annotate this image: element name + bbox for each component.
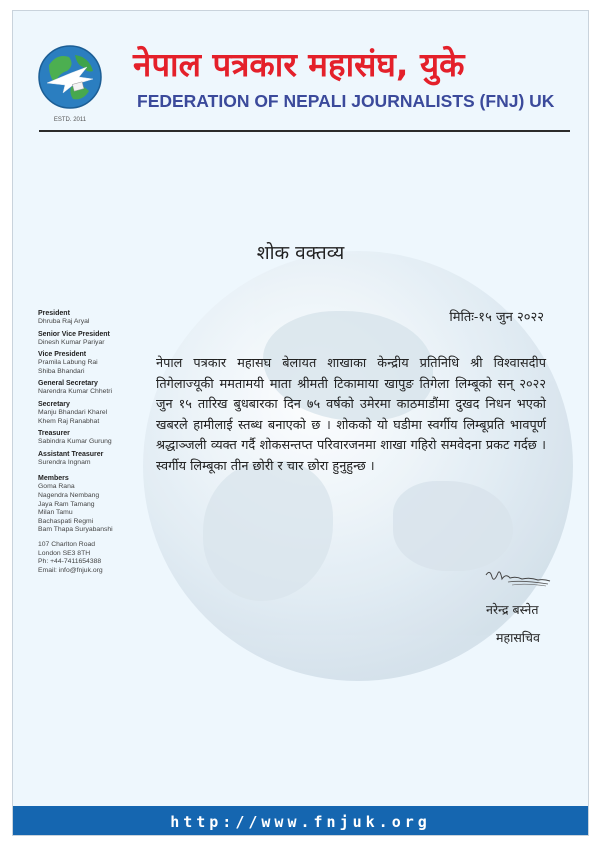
role-title: Members bbox=[38, 475, 69, 483]
member-name: Jaya Ram Tamang bbox=[38, 500, 95, 508]
member-name: Manju Bhandari Kharel bbox=[38, 408, 108, 416]
signer-name: नरेन्द्र बस्नेत bbox=[486, 602, 539, 617]
address-line-1: 107 Charlton Road bbox=[38, 540, 96, 548]
address-line-2: London SE3 8TH bbox=[38, 549, 91, 557]
signature-icon bbox=[482, 567, 552, 587]
member-name: Bam Thapa Suryabanshi bbox=[38, 526, 113, 534]
logo-established-text: ESTD. 2011 bbox=[53, 117, 87, 123]
member-name: Narendra Kumar Chhetri bbox=[38, 388, 113, 396]
committee-group bbox=[38, 400, 148, 426]
committee-group bbox=[38, 429, 148, 447]
role-title: Treasurer bbox=[38, 430, 70, 438]
member-name: Surendra Ingnam bbox=[38, 458, 91, 466]
fnj-logo-icon bbox=[37, 43, 103, 129]
contact-block bbox=[38, 541, 148, 575]
email-address: Email: info@fnjuk.org bbox=[38, 566, 103, 574]
committee-group bbox=[38, 309, 148, 327]
committee-group bbox=[38, 379, 148, 397]
committee-sidebar bbox=[38, 309, 148, 575]
member-name: Sabindra Kumar Gurung bbox=[38, 438, 112, 446]
role-title: Senior Vice President bbox=[38, 330, 110, 338]
committee-group bbox=[38, 474, 148, 535]
member-name: Pramila Labung Rai bbox=[38, 359, 98, 367]
role-title: General Secretary bbox=[38, 380, 98, 388]
org-title-nepali: नेपाल पत्रकार महासंघ, युके bbox=[133, 45, 465, 84]
member-name: Dinesh Kumar Pariyar bbox=[38, 338, 105, 346]
member-name: Goma Rana bbox=[38, 483, 75, 491]
member-name: Nagendra Nembang bbox=[38, 491, 100, 499]
role-title: Vice President bbox=[38, 351, 87, 359]
letter-heading: शोक वक्तव्य bbox=[256, 242, 345, 264]
header-divider bbox=[39, 130, 570, 132]
letterhead-page bbox=[12, 10, 589, 836]
letter-date: मितिः-१५ जुन २०२२ bbox=[449, 310, 544, 325]
role-title: Assistant Treasurer bbox=[38, 450, 104, 458]
member-name: Khem Raj Ranabhat bbox=[38, 417, 100, 425]
member-name: Dhruba Raj Aryal bbox=[38, 318, 90, 325]
committee-group bbox=[38, 330, 148, 348]
committee-group bbox=[38, 350, 148, 376]
role-title: President bbox=[38, 310, 70, 317]
member-name: Shiba Bhandari bbox=[38, 367, 85, 375]
org-title-english: FEDERATION OF NEPALI JOURNALISTS (FNJ) UK bbox=[137, 91, 555, 111]
member-name: Milan Tamu bbox=[38, 509, 73, 517]
signer-title: महासचिव bbox=[496, 630, 540, 645]
member-name: Bachaspati Regmi bbox=[38, 517, 94, 525]
role-title: Secretary bbox=[38, 400, 70, 408]
footer-bar bbox=[13, 806, 588, 836]
phone-number: Ph: +44-7411654388 bbox=[38, 558, 102, 566]
letter-body: नेपाल पत्रकार महासघ बेलायत शाखाका केन्द्रीय प्रतिनिधि श्री विश्वासदीप तिगेलाज्यूकी ममतामयी माता श्रीमती टिकामाया खापुङ तिगेला लिम्बूको सन् २०२२ जुन १५ तारिख बुधबारका दिन ७५ वर्षको उमेरमा काठमाडौंमा दुखद निधन भएको खबरले हामीलाई स्तब्ध बनाएको छ । शोकको यो घडीमा स्वर्गीय लिम्बूप्रति भावपूर्ण श्रद्धाञ्जली व्यक्त गर्दै शोकसन्तप्त परिवारजनमा शाखा गहिरो समवेदना प्रकट गर्दछ । स्वर्गीय लिम्बूका तीन छोरी र चार छोरा हुनुहुन्छ । bbox=[156, 356, 546, 474]
committee-group bbox=[38, 450, 148, 468]
website-link[interactable]: http://www.fnjuk.org bbox=[170, 812, 431, 831]
